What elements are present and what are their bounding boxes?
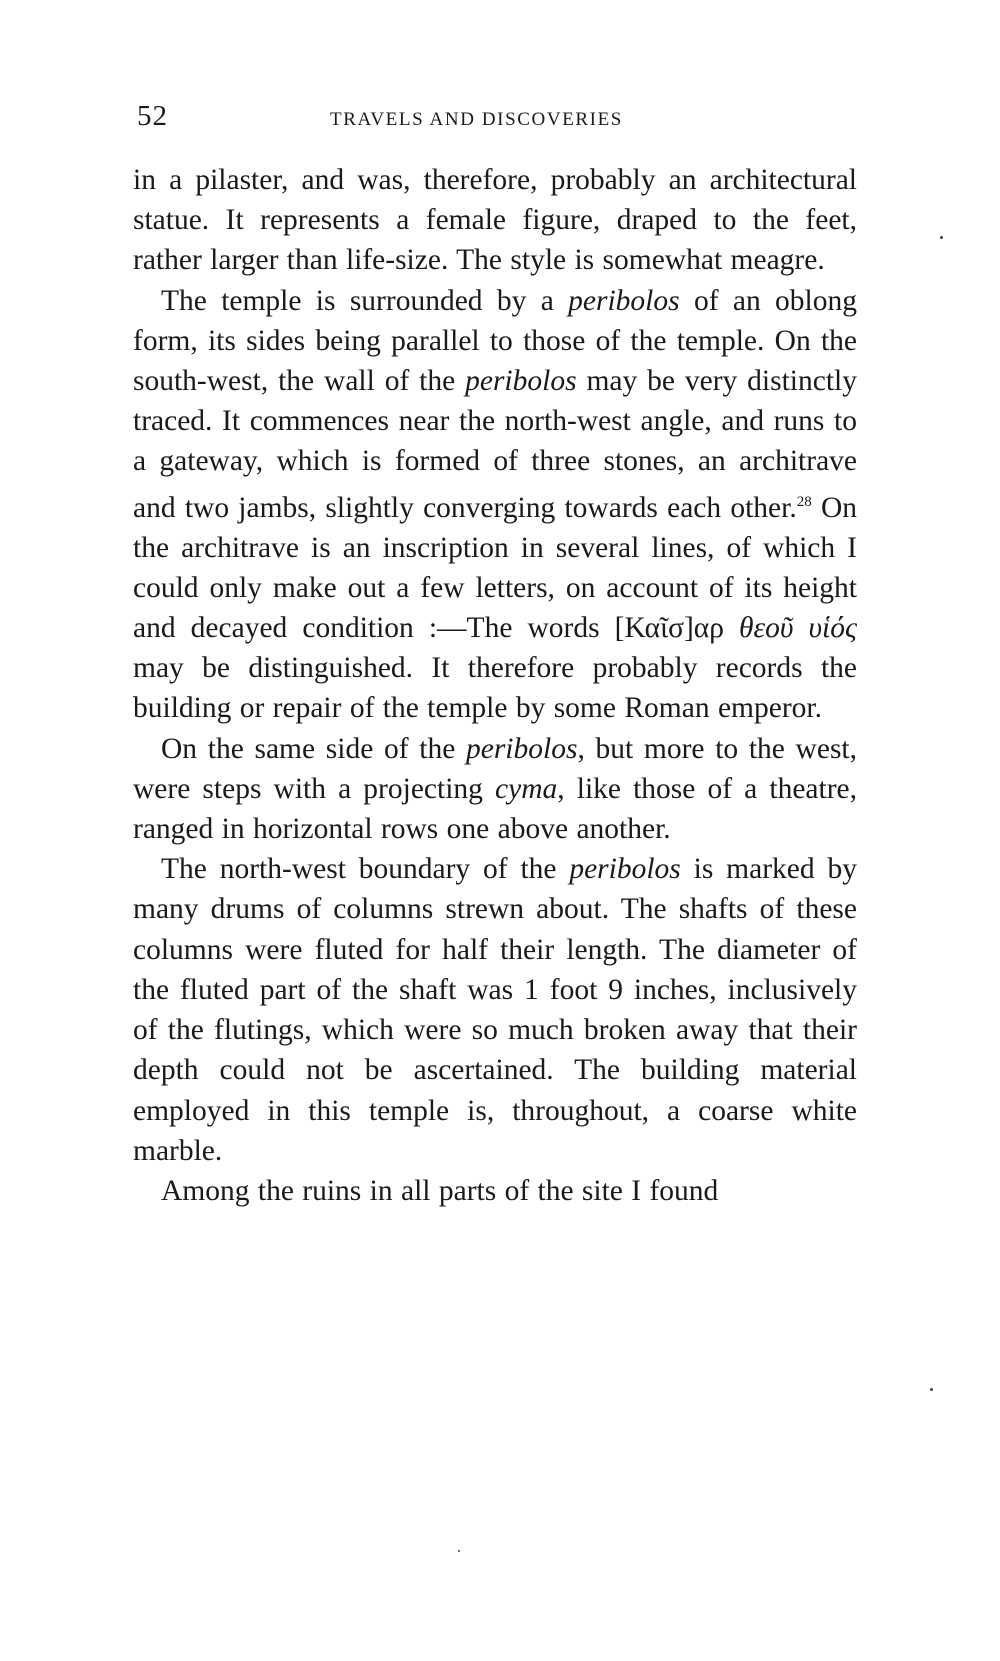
body-text bbox=[133, 160, 857, 1211]
print-speck bbox=[940, 236, 943, 239]
italic-term: cyma bbox=[495, 772, 558, 805]
print-speck bbox=[930, 1388, 933, 1391]
italic-term: peribolos bbox=[465, 732, 578, 765]
text-run: , like those of a theatre, ranged in horizontal rows one above another. bbox=[133, 772, 857, 846]
paragraph-4 bbox=[133, 849, 857, 1171]
italic-term: peribolos bbox=[568, 284, 680, 317]
paragraph-1 bbox=[133, 160, 857, 281]
footnote-marker: 28 bbox=[796, 493, 812, 510]
running-title: TRAVELS AND DISCOVERIES bbox=[330, 109, 623, 130]
text-run: may be distinguished. It therefore probably records the building or repair of the temple by some Roman emperor. bbox=[133, 652, 857, 725]
paragraph-5-text: Among the ruins in all parts of the site I found bbox=[161, 1174, 719, 1207]
paragraph-1-text: in a pilaster, and was, therefore, probably an architectural statue. It represents a female figure, draped to the feet, rather larger than life-size. The style is somewhat meagre. bbox=[133, 164, 857, 277]
text-run: of an oblong form, its sides being parallel to those of the temple. On the south-west, the wall of the bbox=[133, 284, 857, 398]
paragraph-5 bbox=[133, 1171, 857, 1211]
paragraph-3 bbox=[133, 729, 857, 850]
text-run: On the same side of the bbox=[161, 732, 466, 765]
text-run: is marked by many drums of columns strewn about. The shafts of these columns were fluted for half their length. The diameter of the fluted part of the shaft was 1 foot 9 inches, inclusively of the flutings, which were so much broken away that their depth could not be ascertained. The building material employed in this temple is, throughout, a coarse white marble. bbox=[133, 853, 857, 1167]
page-number: 52 bbox=[137, 100, 168, 132]
running-head bbox=[137, 100, 857, 140]
print-speck bbox=[458, 1550, 460, 1552]
greek-inscription: θεοῦ υἱός bbox=[739, 612, 857, 645]
paragraph-2 bbox=[133, 281, 857, 729]
italic-term: peribolos bbox=[465, 365, 577, 398]
text-run: On the architrave is an inscription in several lines, of which I could only make out a few letters, on account of its height and decayed condition :—The words [Καῖσ]αρ bbox=[133, 491, 857, 645]
text-run: The temple is surrounded by a bbox=[161, 284, 569, 317]
text-run: , but more to the west, were steps with a projecting bbox=[133, 732, 858, 805]
text-run: may be very distinctly traced. It commences near the north-west angle, and runs to a gateway, which is formed of three stones, an architrave and two jambs, slightly converging towards each other. bbox=[133, 365, 857, 524]
italic-term: peribolos bbox=[569, 853, 681, 886]
text-run: The north-west boundary of the bbox=[161, 853, 570, 886]
